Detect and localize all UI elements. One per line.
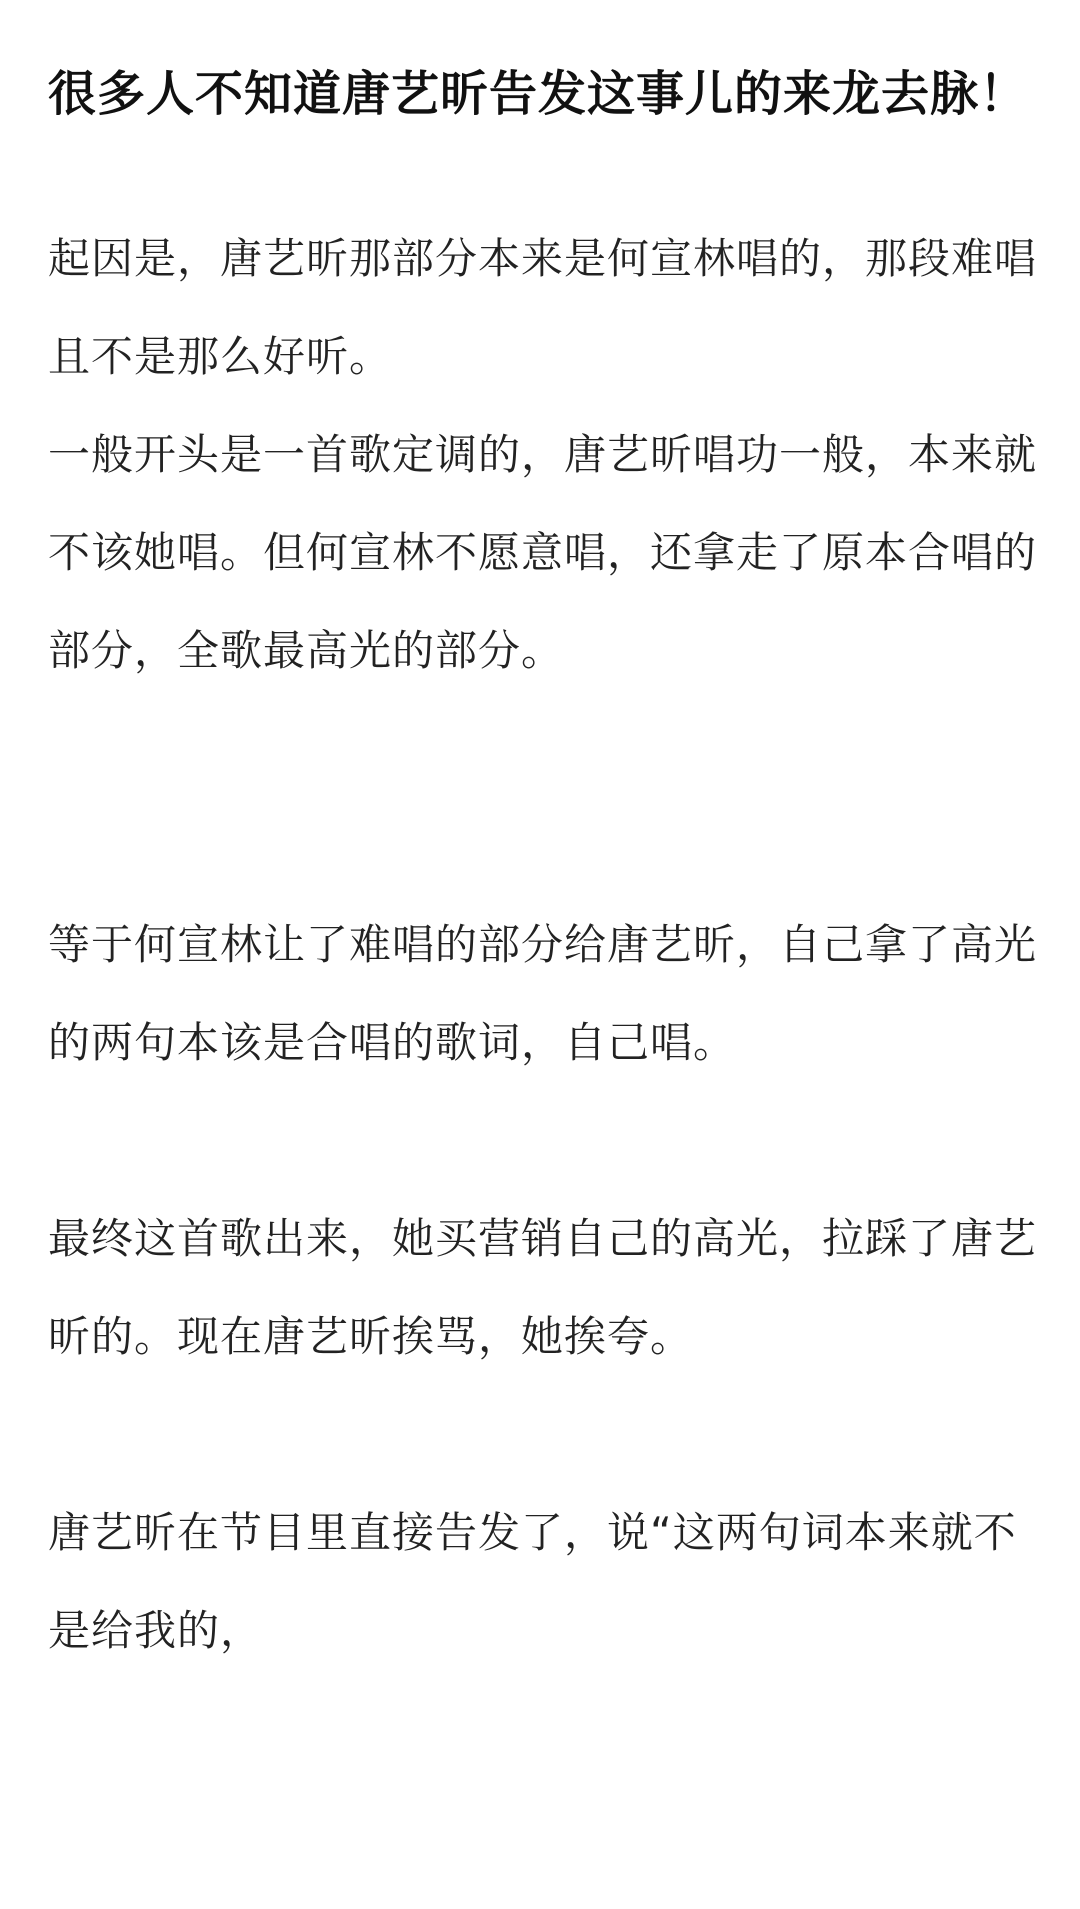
paragraph-result: 最终这首歌出来，她买营销自己的高光，拉踩了唐艺昕的。现在唐艺昕挨骂，她挨夸。: [48, 1214, 1038, 1361]
paragraph-cause: 起因是，唐艺昕那部分本来是何宣林唱的，那段难唱且不是那么好听。: [48, 234, 1038, 381]
paragraph-swap: 等于何宣林让了难唱的部分给唐艺昕，自己拿了高光的两句本该是合唱的歌词，自己唱。: [48, 920, 1038, 1067]
article-title: 很多人不知道唐艺昕告发这事儿的来龙去脉！: [48, 66, 1029, 122]
article-body: [48, 210, 1040, 1680]
paragraph-reveal: 唐艺昕在节目里直接告发了，说“这两句词本来就不是给我的，: [48, 1508, 1017, 1655]
paragraph-spacer: [48, 1092, 1040, 1190]
text-fade-overlay: [360, 1836, 780, 1892]
paragraph-spacer: [48, 700, 1040, 896]
paragraph-spacer: [48, 1386, 1040, 1484]
paragraph-opening: 一般开头是一首歌定调的，唐艺昕唱功一般，本来就不该她唱。但何宣林不愿意唱，还拿走了原本合唱的部分，全歌最高光的部分。: [48, 430, 1038, 675]
